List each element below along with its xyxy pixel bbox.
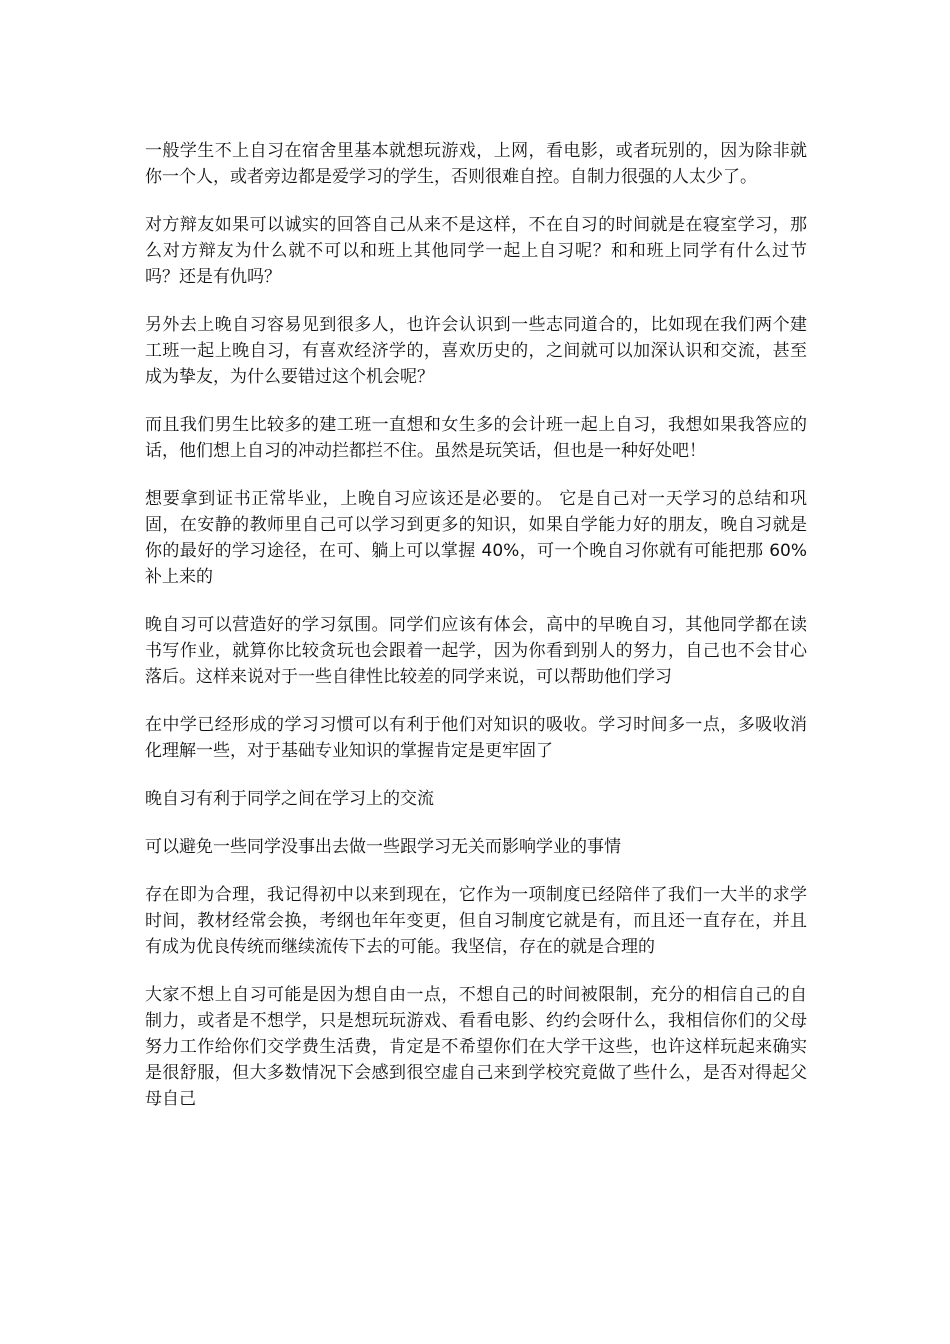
document-body [145,138,807,1134]
paragraph-4: 而且我们男生比较多的建工班一直想和女生多的会计班一起上自习，我想如果我答应的话，他们想上自习的冲动拦都拦不住。虽然是玩笑话，但也是一种好处吧！ [145,415,807,461]
paragraph-10: 存在即为合理，我记得初中以来到现在，它作为一项制度已经陪伴了我们一大半的求学时间，教材经常会换，考纲也年年变更，但自习制度它就是有，而且还一直存在，并且有成为优良传统而继续流传下去的可能。我坚信，存在的就是合理的 [145,885,807,957]
paragraph-5: 想要拿到证书正常毕业，上晚自习应该还是必要的。 它是自己对一天学习的总结和巩固，在安静的教师里自己可以学习到更多的知识，如果自学能力好的朋友，晚自习就是你的最好的学习途径，在可、躺上可以掌握 40%，可一个晚自习你就有可能把那 60%补上来的 [145,489,807,587]
paragraph-11: 大家不想上自习可能是因为想自由一点，不想自己的时间被限制，充分的相信自己的自制力，或者是不想学，只是想玩玩游戏、看看电影、约约会呀什么，我相信你们的父母努力工作给你们交学费生活费，肯定是不希望你们在大学干这些，也许这样玩起来确实是很舒服，但大多数情况下会感到很空虚自己来到学校究竟做了些什么，是否对得起父母自己 [145,985,807,1109]
paragraph-8: 晚自习有利于同学之间在学习上的交流 [145,789,434,809]
paragraph-6: 晚自习可以营造好的学习氛围。同学们应该有体会，高中的早晚自习，其他同学都在读书写作业，就算你比较贪玩也会跟着一起学，因为你看到别人的努力，自己也不会甘心落后。这样来说对于一些自律性比较差的同学来说，可以帮助他们学习 [145,615,807,687]
paragraph-1: 一般学生不上自习在宿舍里基本就想玩游戏，上网，看电影，或者玩别的，因为除非就你一个人，或者旁边都是爱学习的学生，否则很难自控。自制力很强的人太少了。 [145,141,807,187]
paragraph-2: 对方辩友如果可以诚实的回答自己从来不是这样，不在自习的时间就是在寝室学习，那么对方辩友为什么就不可以和班上其他同学一起上自习呢？和和班上同学有什么过节吗？还是有仇吗？ [145,215,807,287]
paragraph-7: 在中学已经形成的学习习惯可以有利于他们对知识的吸收。学习时间多一点，多吸收消化理解一些，对于基础专业知识的掌握肯定是更牢固了 [145,715,807,761]
paragraph-9: 可以避免一些同学没事出去做一些跟学习无关而影响学业的事情 [145,837,621,857]
paragraph-3: 另外去上晚自习容易见到很多人，也许会认识到一些志同道合的，比如现在我们两个建工班一起上晚自习，有喜欢经济学的，喜欢历史的，之间就可以加深认识和交流，甚至成为挚友，为什么要错过这个机会呢？ [145,315,807,387]
